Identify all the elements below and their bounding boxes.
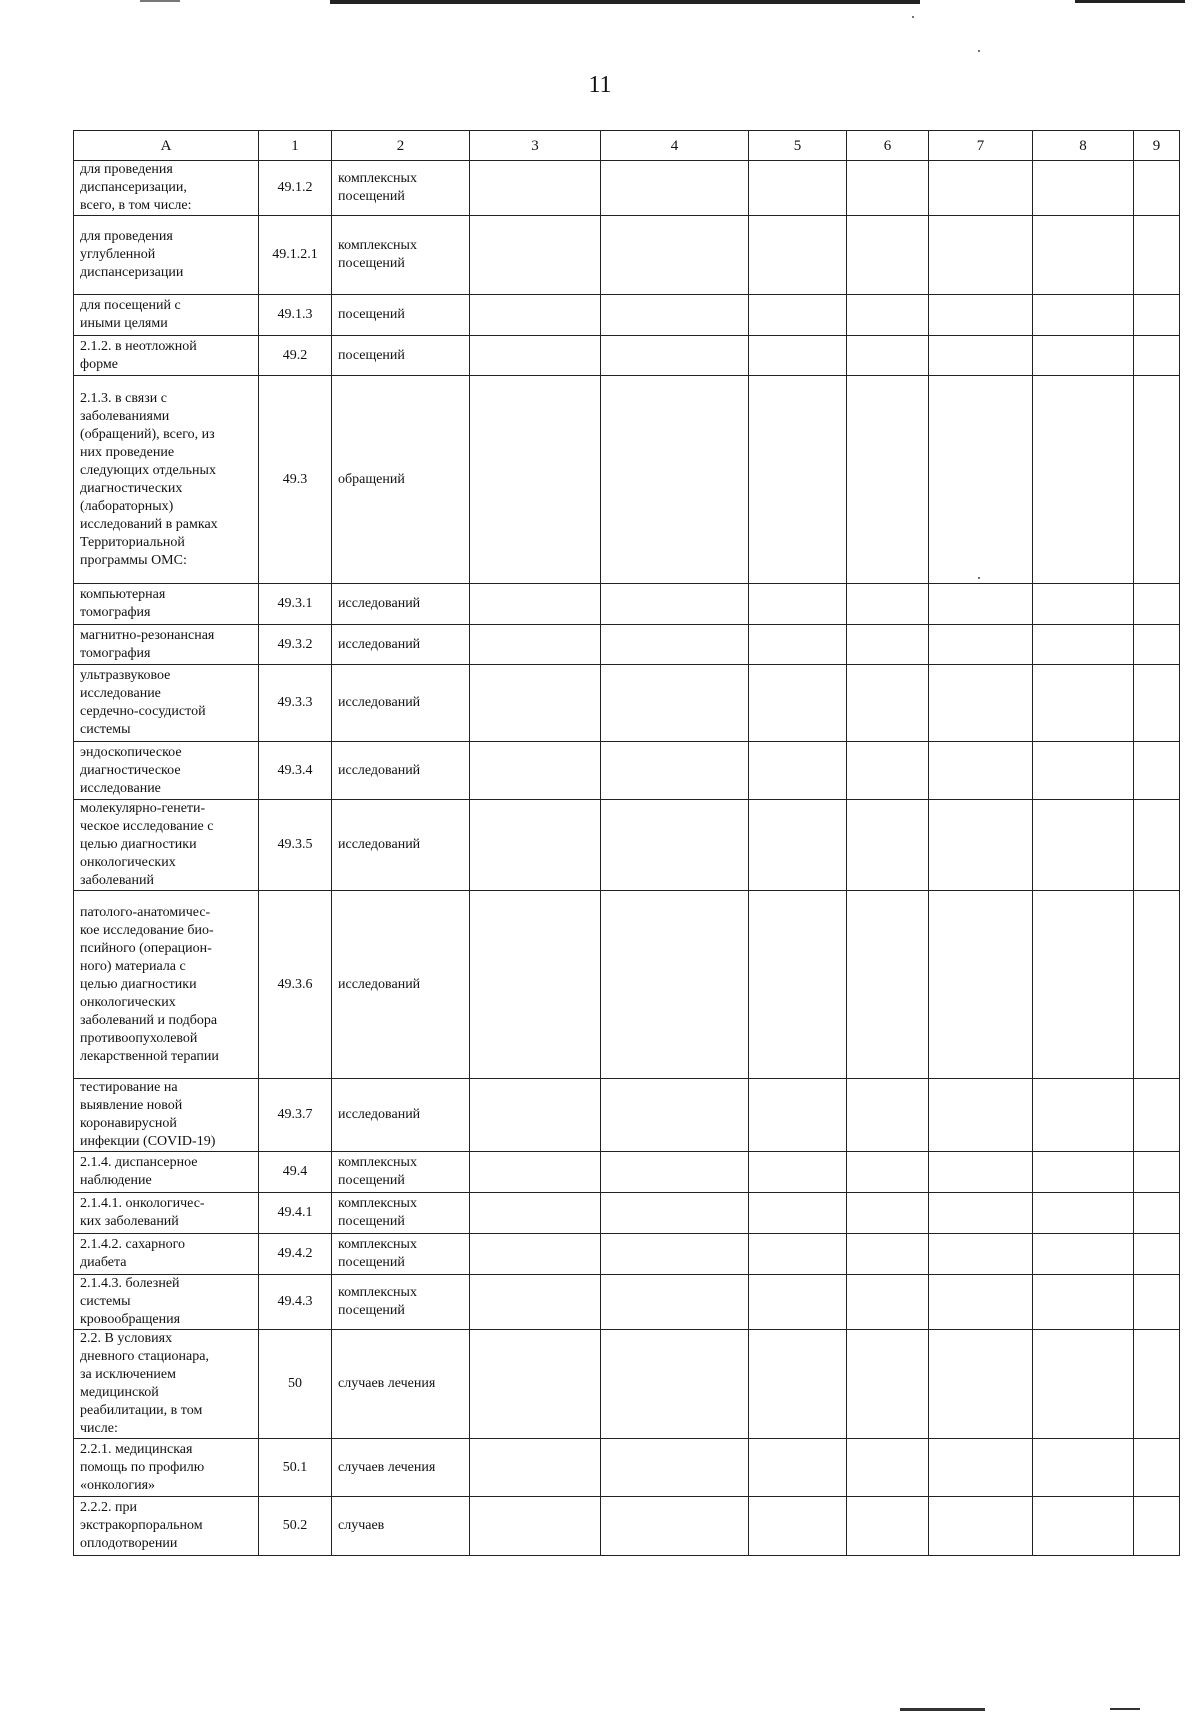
table-row [74, 584, 1180, 625]
row-code-cell: 50 [259, 1330, 332, 1439]
row-code-cell: 49.3.1 [259, 584, 332, 625]
empty-value-cell-col-5[interactable] [749, 1193, 847, 1234]
empty-value-cell-col-9[interactable] [1134, 161, 1180, 216]
empty-value-cell-col-5[interactable] [749, 1152, 847, 1193]
empty-value-cell-col-4[interactable] [601, 1152, 749, 1193]
empty-value-cell-col-9[interactable] [1134, 1330, 1180, 1439]
empty-value-cell-col-4[interactable] [601, 1497, 749, 1556]
row-code-cell: 49.1.2.1 [259, 216, 332, 295]
empty-value-cell-col-6[interactable] [847, 1234, 929, 1275]
empty-value-cell-col-5[interactable] [749, 742, 847, 800]
empty-value-cell-col-3[interactable] [470, 1152, 601, 1193]
empty-value-cell-col-6[interactable] [847, 584, 929, 625]
empty-value-cell-col-8[interactable] [1033, 1439, 1134, 1497]
empty-value-cell-col-8[interactable] [1033, 376, 1134, 584]
row-code-cell: 49.4.2 [259, 1234, 332, 1275]
table-row [74, 742, 1180, 800]
empty-value-cell-col-7[interactable] [929, 891, 1033, 1079]
empty-value-cell-col-6[interactable] [847, 376, 929, 584]
empty-value-cell-col-5[interactable] [749, 336, 847, 376]
row-name-cell: для посещений с иными целями [74, 295, 259, 336]
empty-value-cell-col-6[interactable] [847, 1439, 929, 1497]
empty-value-cell-col-4[interactable] [601, 295, 749, 336]
empty-value-cell-col-6[interactable] [847, 1497, 929, 1556]
empty-value-cell-col-4[interactable] [601, 584, 749, 625]
column-header-1: 1 [259, 131, 332, 161]
row-unit-cell: комплексных посещений [332, 216, 470, 295]
empty-value-cell-col-5[interactable] [749, 584, 847, 625]
empty-value-cell-col-8[interactable] [1033, 216, 1134, 295]
header-row [74, 131, 1180, 161]
empty-value-cell-col-3[interactable] [470, 376, 601, 584]
table-row [74, 1234, 1180, 1275]
empty-value-cell-col-9[interactable] [1134, 665, 1180, 742]
empty-value-cell-col-5[interactable] [749, 1275, 847, 1330]
empty-value-cell-col-7[interactable] [929, 1079, 1033, 1152]
row-unit-cell: комплексных посещений [332, 1234, 470, 1275]
empty-value-cell-col-6[interactable] [847, 295, 929, 336]
table-row [74, 1439, 1180, 1497]
empty-value-cell-col-6[interactable] [847, 336, 929, 376]
empty-value-cell-col-7[interactable] [929, 336, 1033, 376]
row-code-cell: 50.2 [259, 1497, 332, 1556]
empty-value-cell-col-8[interactable] [1033, 1497, 1134, 1556]
column-header-2: 2 [332, 131, 470, 161]
empty-value-cell-col-5[interactable] [749, 800, 847, 891]
empty-value-cell-col-3[interactable] [470, 891, 601, 1079]
row-name-cell: для проведения углубленной диспансеризации [74, 216, 259, 295]
table-row [74, 1275, 1180, 1330]
empty-value-cell-col-7[interactable] [929, 742, 1033, 800]
empty-value-cell-col-9[interactable] [1134, 1275, 1180, 1330]
empty-value-cell-col-8[interactable] [1033, 161, 1134, 216]
empty-value-cell-col-7[interactable] [929, 216, 1033, 295]
empty-value-cell-col-3[interactable] [470, 336, 601, 376]
scan-speck [912, 16, 914, 18]
empty-value-cell-col-9[interactable] [1134, 376, 1180, 584]
empty-value-cell-col-7[interactable] [929, 161, 1033, 216]
empty-value-cell-col-5[interactable] [749, 1330, 847, 1439]
empty-value-cell-col-8[interactable] [1033, 295, 1134, 336]
empty-value-cell-col-8[interactable] [1033, 1275, 1134, 1330]
empty-value-cell-col-6[interactable] [847, 1152, 929, 1193]
empty-value-cell-col-3[interactable] [470, 1275, 601, 1330]
row-unit-cell: исследований [332, 742, 470, 800]
row-code-cell: 49.3.2 [259, 625, 332, 665]
empty-value-cell-col-5[interactable] [749, 891, 847, 1079]
empty-value-cell-col-8[interactable] [1033, 1193, 1134, 1234]
column-header-8: 8 [1033, 131, 1134, 161]
row-name-cell: 2.2.2. при экстракорпоральном оплодотворении [74, 1497, 259, 1556]
row-unit-cell: исследований [332, 800, 470, 891]
table-row [74, 1497, 1180, 1556]
empty-value-cell-col-7[interactable] [929, 625, 1033, 665]
row-unit-cell: исследований [332, 891, 470, 1079]
empty-value-cell-col-3[interactable] [470, 584, 601, 625]
row-code-cell: 49.3 [259, 376, 332, 584]
column-header-4: 4 [601, 131, 749, 161]
empty-value-cell-col-4[interactable] [601, 1193, 749, 1234]
empty-value-cell-col-4[interactable] [601, 665, 749, 742]
empty-value-cell-col-5[interactable] [749, 1497, 847, 1556]
empty-value-cell-col-3[interactable] [470, 1079, 601, 1152]
empty-value-cell-col-3[interactable] [470, 1330, 601, 1439]
scan-edge-bottom [1110, 1708, 1140, 1710]
empty-value-cell-col-9[interactable] [1134, 1079, 1180, 1152]
empty-value-cell-col-8[interactable] [1033, 336, 1134, 376]
row-name-cell: 2.1.3. в связи с заболеваниями (обращений), всего, из них проведение следующих отдельных диагностических (лабораторных) исследований в рамках Территориальной программы ОМС: [74, 376, 259, 584]
empty-value-cell-col-7[interactable] [929, 1152, 1033, 1193]
row-name-cell: 2.1.4.2. сахарного диабета [74, 1234, 259, 1275]
empty-value-cell-col-6[interactable] [847, 1330, 929, 1439]
row-code-cell: 49.2 [259, 336, 332, 376]
row-code-cell: 49.3.5 [259, 800, 332, 891]
table-row [74, 216, 1180, 295]
row-code-cell: 50.1 [259, 1439, 332, 1497]
row-unit-cell: комплексных посещений [332, 1152, 470, 1193]
empty-value-cell-col-8[interactable] [1033, 1234, 1134, 1275]
column-header-5: 5 [749, 131, 847, 161]
row-unit-cell: посещений [332, 336, 470, 376]
table-body [74, 131, 1180, 1556]
scan-speck [978, 50, 980, 52]
row-name-cell: 2.2. В условиях дневного стационара, за исключением медицинской реабилитации, в том числе: [74, 1330, 259, 1439]
table-row [74, 800, 1180, 891]
row-unit-cell: обращений [332, 376, 470, 584]
empty-value-cell-col-5[interactable] [749, 625, 847, 665]
row-name-cell: для проведения диспансеризации, всего, в том числе: [74, 161, 259, 216]
empty-value-cell-col-3[interactable] [470, 665, 601, 742]
empty-value-cell-col-3[interactable] [470, 1193, 601, 1234]
table-row [74, 161, 1180, 216]
scan-edge-bottom [900, 1708, 985, 1711]
empty-value-cell-col-6[interactable] [847, 891, 929, 1079]
empty-value-cell-col-3[interactable] [470, 800, 601, 891]
empty-value-cell-col-9[interactable] [1134, 1152, 1180, 1193]
empty-value-cell-col-3[interactable] [470, 295, 601, 336]
empty-value-cell-col-3[interactable] [470, 625, 601, 665]
empty-value-cell-col-8[interactable] [1033, 584, 1134, 625]
page-number: 11 [588, 72, 612, 98]
empty-value-cell-col-5[interactable] [749, 1234, 847, 1275]
empty-value-cell-col-3[interactable] [470, 1234, 601, 1275]
empty-value-cell-col-9[interactable] [1134, 336, 1180, 376]
empty-value-cell-col-7[interactable] [929, 665, 1033, 742]
empty-value-cell-col-5[interactable] [749, 295, 847, 336]
row-unit-cell: исследований [332, 1079, 470, 1152]
empty-value-cell-col-4[interactable] [601, 1079, 749, 1152]
row-code-cell: 49.3.7 [259, 1079, 332, 1152]
row-unit-cell: посещений [332, 295, 470, 336]
table-row [74, 1193, 1180, 1234]
row-unit-cell: случаев лечения [332, 1439, 470, 1497]
empty-value-cell-col-7[interactable] [929, 800, 1033, 891]
empty-value-cell-col-5[interactable] [749, 665, 847, 742]
empty-value-cell-col-4[interactable] [601, 1234, 749, 1275]
column-header-6: 6 [847, 131, 929, 161]
empty-value-cell-col-7[interactable] [929, 584, 1033, 625]
empty-value-cell-col-3[interactable] [470, 216, 601, 295]
empty-value-cell-col-4[interactable] [601, 800, 749, 891]
row-name-cell: молекулярно-генети- ческое исследование с целью диагностики онкологических заболеваний [74, 800, 259, 891]
table-row [74, 336, 1180, 376]
column-header-a: А [74, 131, 259, 161]
row-code-cell: 49.4.3 [259, 1275, 332, 1330]
row-code-cell: 49.4 [259, 1152, 332, 1193]
empty-value-cell-col-3[interactable] [470, 742, 601, 800]
empty-value-cell-col-6[interactable] [847, 1193, 929, 1234]
row-name-cell: эндоскопическое диагностическое исследование [74, 742, 259, 800]
data-table [73, 130, 1180, 1556]
empty-value-cell-col-4[interactable] [601, 742, 749, 800]
empty-value-cell-col-5[interactable] [749, 376, 847, 584]
empty-value-cell-col-7[interactable] [929, 1330, 1033, 1439]
empty-value-cell-col-9[interactable] [1134, 1497, 1180, 1556]
row-name-cell: тестирование на выявление новой коронавирусной инфекции (COVID-19) [74, 1079, 259, 1152]
scan-edge-top [330, 0, 920, 4]
table-row [74, 891, 1180, 1079]
empty-value-cell-col-6[interactable] [847, 216, 929, 295]
empty-value-cell-col-5[interactable] [749, 1439, 847, 1497]
scan-edge-top [1075, 0, 1185, 3]
empty-value-cell-col-7[interactable] [929, 1234, 1033, 1275]
empty-value-cell-col-6[interactable] [847, 1275, 929, 1330]
empty-value-cell-col-8[interactable] [1033, 625, 1134, 665]
empty-value-cell-col-9[interactable] [1134, 1193, 1180, 1234]
empty-value-cell-col-7[interactable] [929, 1497, 1033, 1556]
row-code-cell: 49.4.1 [259, 1193, 332, 1234]
row-name-cell: патолого-анатомичес- кое исследование био- псийного (операцион- ного) материала с целью диагностики онкологических заболеваний и подбора противоопухолевой лекарственной терапии [74, 891, 259, 1079]
empty-value-cell-col-8[interactable] [1033, 800, 1134, 891]
empty-value-cell-col-4[interactable] [601, 1330, 749, 1439]
empty-value-cell-col-8[interactable] [1033, 1330, 1134, 1439]
empty-value-cell-col-5[interactable] [749, 216, 847, 295]
empty-value-cell-col-9[interactable] [1134, 216, 1180, 295]
column-header-7: 7 [929, 131, 1033, 161]
empty-value-cell-col-9[interactable] [1134, 295, 1180, 336]
table-row [74, 1152, 1180, 1193]
table-row [74, 625, 1180, 665]
empty-value-cell-col-9[interactable] [1134, 800, 1180, 891]
row-unit-cell: исследований [332, 584, 470, 625]
empty-value-cell-col-4[interactable] [601, 1439, 749, 1497]
empty-value-cell-col-7[interactable] [929, 376, 1033, 584]
empty-value-cell-col-5[interactable] [749, 1079, 847, 1152]
empty-value-cell-col-6[interactable] [847, 742, 929, 800]
table-row [74, 376, 1180, 584]
row-unit-cell: исследований [332, 665, 470, 742]
row-name-cell: 2.2.1. медицинская помощь по профилю «онкология» [74, 1439, 259, 1497]
row-code-cell: 49.3.4 [259, 742, 332, 800]
empty-value-cell-col-4[interactable] [601, 161, 749, 216]
empty-value-cell-col-8[interactable] [1033, 891, 1134, 1079]
empty-value-cell-col-5[interactable] [749, 161, 847, 216]
empty-value-cell-col-6[interactable] [847, 625, 929, 665]
empty-value-cell-col-8[interactable] [1033, 742, 1134, 800]
empty-value-cell-col-4[interactable] [601, 625, 749, 665]
row-name-cell: ультразвуковое исследование сердечно-сосудистой системы [74, 665, 259, 742]
empty-value-cell-col-9[interactable] [1134, 891, 1180, 1079]
row-unit-cell: случаев [332, 1497, 470, 1556]
row-unit-cell: комплексных посещений [332, 1275, 470, 1330]
empty-value-cell-col-4[interactable] [601, 891, 749, 1079]
empty-value-cell-col-6[interactable] [847, 1079, 929, 1152]
row-code-cell: 49.1.2 [259, 161, 332, 216]
table-row [74, 1330, 1180, 1439]
table-row [74, 665, 1180, 742]
empty-value-cell-col-9[interactable] [1134, 625, 1180, 665]
empty-value-cell-col-7[interactable] [929, 1439, 1033, 1497]
empty-value-cell-col-9[interactable] [1134, 742, 1180, 800]
empty-value-cell-col-9[interactable] [1134, 1234, 1180, 1275]
empty-value-cell-col-6[interactable] [847, 161, 929, 216]
empty-value-cell-col-4[interactable] [601, 336, 749, 376]
scan-edge-top [140, 0, 180, 2]
empty-value-cell-col-8[interactable] [1033, 1079, 1134, 1152]
empty-value-cell-col-9[interactable] [1134, 1439, 1180, 1497]
empty-value-cell-col-7[interactable] [929, 295, 1033, 336]
empty-value-cell-col-7[interactable] [929, 1193, 1033, 1234]
table-row [74, 295, 1180, 336]
empty-value-cell-col-3[interactable] [470, 1439, 601, 1497]
column-header-9: 9 [1134, 131, 1180, 161]
empty-value-cell-col-6[interactable] [847, 665, 929, 742]
row-name-cell: 2.1.2. в неотложной форме [74, 336, 259, 376]
empty-value-cell-col-4[interactable] [601, 376, 749, 584]
row-name-cell: магнитно-резонансная томография [74, 625, 259, 665]
row-code-cell: 49.3.6 [259, 891, 332, 1079]
row-name-cell: 2.1.4. диспансерное наблюдение [74, 1152, 259, 1193]
row-unit-cell: комплексных посещений [332, 161, 470, 216]
row-code-cell: 49.3.3 [259, 665, 332, 742]
row-unit-cell: исследований [332, 625, 470, 665]
empty-value-cell-col-3[interactable] [470, 161, 601, 216]
empty-value-cell-col-8[interactable] [1033, 665, 1134, 742]
empty-value-cell-col-7[interactable] [929, 1275, 1033, 1330]
empty-value-cell-col-9[interactable] [1134, 584, 1180, 625]
empty-value-cell-col-4[interactable] [601, 216, 749, 295]
row-name-cell: 2.1.4.1. онкологичес- ких заболеваний [74, 1193, 259, 1234]
row-unit-cell: комплексных посещений [332, 1193, 470, 1234]
column-header-3: 3 [470, 131, 601, 161]
empty-value-cell-col-8[interactable] [1033, 1152, 1134, 1193]
row-name-cell: компьютерная томография [74, 584, 259, 625]
row-code-cell: 49.1.3 [259, 295, 332, 336]
empty-value-cell-col-3[interactable] [470, 1497, 601, 1556]
empty-value-cell-col-6[interactable] [847, 800, 929, 891]
table-row [74, 1079, 1180, 1152]
row-unit-cell: случаев лечения [332, 1330, 470, 1439]
empty-value-cell-col-4[interactable] [601, 1275, 749, 1330]
row-name-cell: 2.1.4.3. болезней системы кровообращения [74, 1275, 259, 1330]
